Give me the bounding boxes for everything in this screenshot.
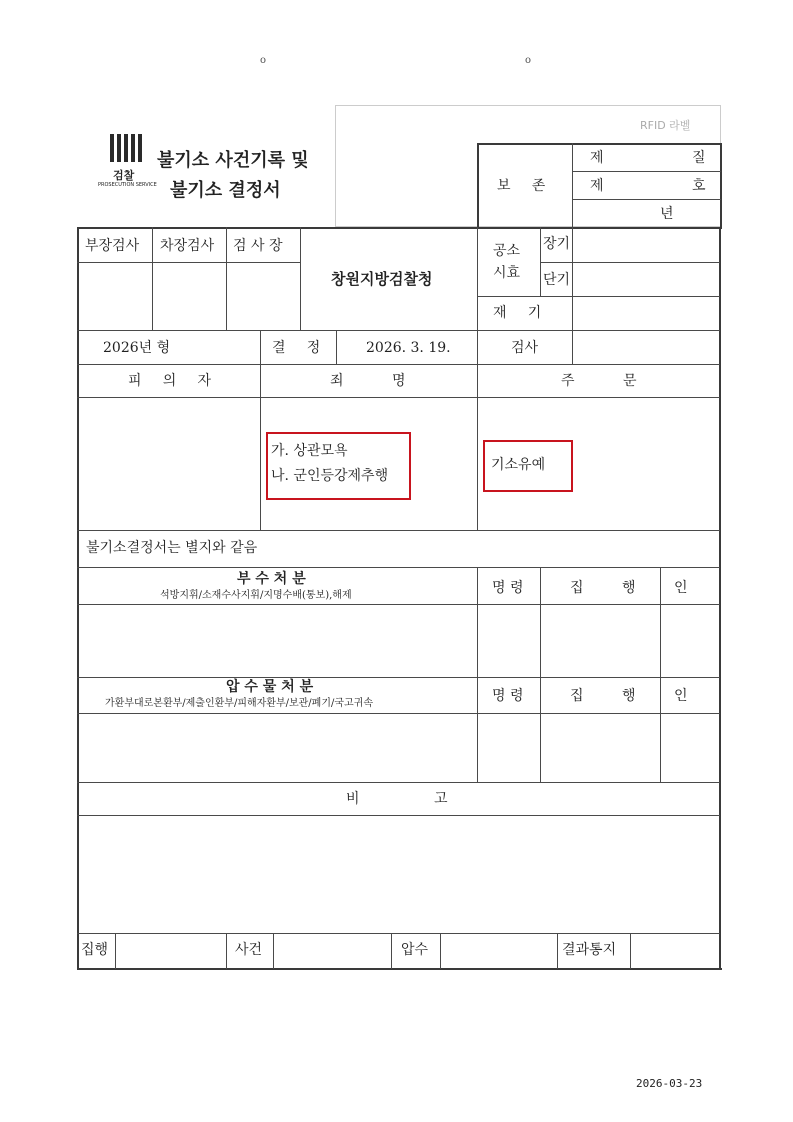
approval-col-head-chief: 부장검사 <box>85 238 140 254</box>
disposition-value: 기소유예 <box>491 457 546 473</box>
prosecution-logo-icon <box>110 134 146 164</box>
seized-subtitle: 가환부대로본환부/제출인환부/피해자환부/보관/폐기/국고귀속 <box>105 698 374 709</box>
preserve-label: 보 존 <box>497 178 554 194</box>
footer-seizure: 압수 <box>401 942 429 958</box>
prescription-short: 단기 <box>543 272 571 288</box>
seized-title: 압 수 물 처 분 <box>226 679 314 695</box>
column-charge: 죄 명 <box>330 373 406 389</box>
sub-disposal-executor: 집 행 인 <box>570 580 688 596</box>
prescription-long: 장기 <box>543 236 571 252</box>
scan-dot: o <box>260 55 267 66</box>
remarks-title: 비 고 <box>346 791 448 807</box>
scan-dot: o <box>525 55 532 66</box>
sub-disposal-order: 명 령 <box>492 580 524 596</box>
document-title-line1: 불기소 사건기록 및 <box>157 150 309 171</box>
sub-disposal-subtitle: 석방지휘/소재수사지휘/지명수배(통보),해제 <box>160 590 352 601</box>
sub-disposal-title: 부 수 처 분 <box>237 571 306 587</box>
column-suspect: 피 의 자 <box>128 373 220 389</box>
footer-execution: 집행 <box>81 942 109 958</box>
logo-label: 검찰 <box>113 169 135 182</box>
charge-highlight-box <box>266 432 411 500</box>
attachment-note: 불기소결정서는 별지와 같음 <box>86 540 258 556</box>
retrial-label: 재 기 <box>493 305 550 321</box>
logo-subtitle: PROSECUTION SERVICE <box>98 182 157 188</box>
disposition-highlight-box <box>483 440 573 492</box>
rfid-label: RFID 라벨 <box>640 119 691 132</box>
preserve-row3: 년 <box>660 206 674 222</box>
charge-item: 나. 군인등강제추행 <box>271 468 389 484</box>
preserve-row2-left: 제 <box>590 178 604 194</box>
approval-col-chief-prosecutor: 검 사 장 <box>233 238 283 254</box>
seized-order: 명 령 <box>492 688 524 704</box>
footer-case: 사건 <box>235 942 263 958</box>
decision-date: 2026. 3. 19. <box>366 340 451 356</box>
preserve-row1-right: 질 <box>692 150 706 166</box>
prosecutor-label: 검사 <box>511 340 539 356</box>
approval-col-deputy: 차장검사 <box>160 238 215 254</box>
decision-label: 결 정 <box>272 340 329 356</box>
prosecution-office: 창원지방검찰청 <box>331 270 433 288</box>
preserve-row2-right: 호 <box>692 178 706 194</box>
case-year-label: 2026년 형 <box>103 340 171 356</box>
preserve-row1-left: 제 <box>590 150 604 166</box>
footer-result-notice: 결과통지 <box>562 942 617 958</box>
prescription-label-1: 공소 <box>493 243 521 259</box>
prescription-label-2: 시효 <box>493 265 521 281</box>
seized-executor: 집 행 인 <box>570 688 688 704</box>
column-disposition: 주 문 <box>561 373 637 389</box>
document-title-line2: 불기소 결정서 <box>170 180 281 201</box>
print-date: 2026-03-23 <box>636 1077 703 1090</box>
charge-item: 가. 상관모욕 <box>271 443 348 459</box>
